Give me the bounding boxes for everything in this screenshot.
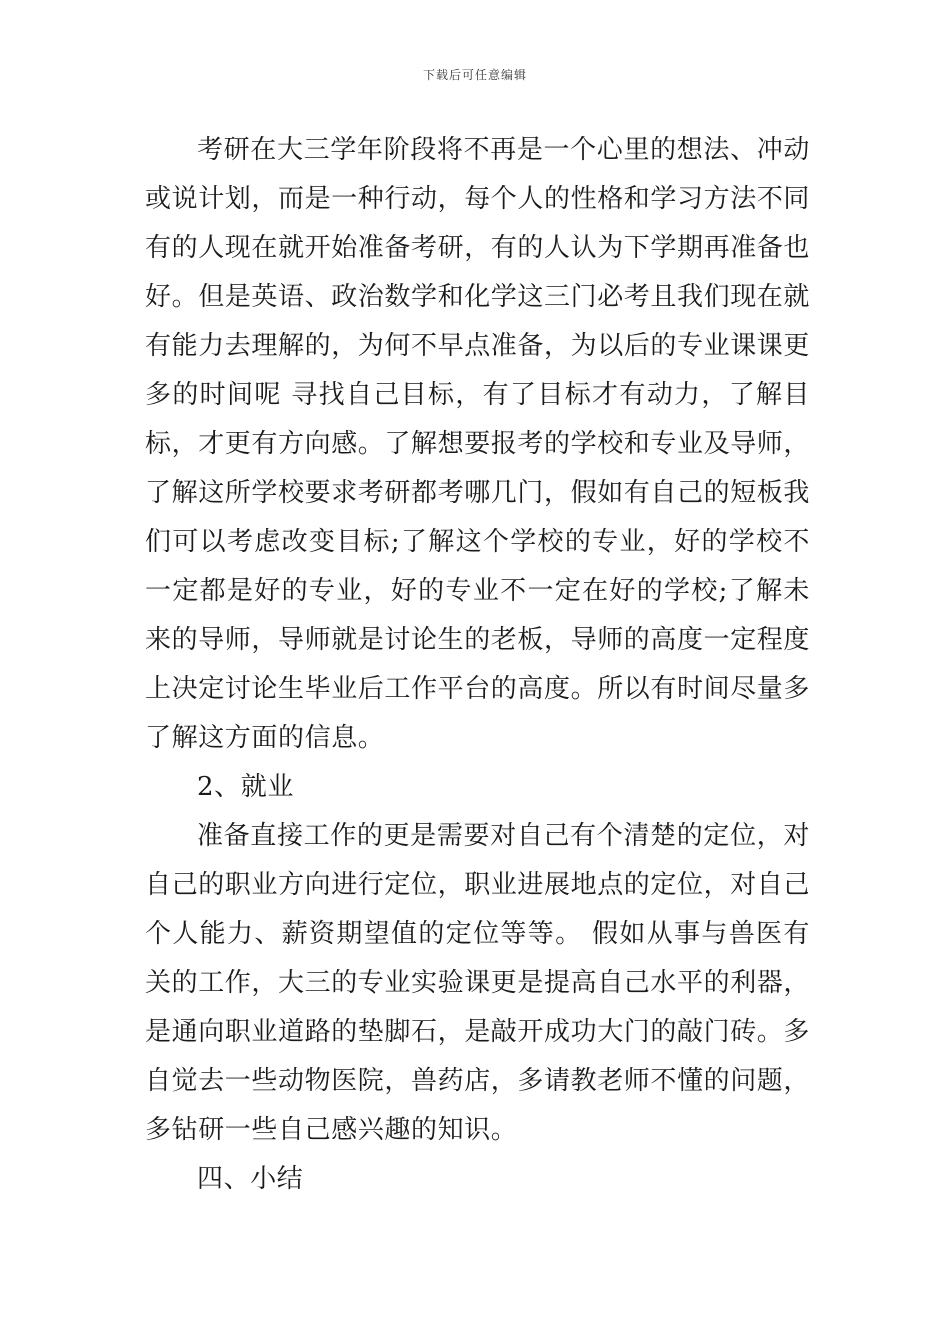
header-note: 下载后可任意编辑 — [422, 68, 527, 82]
paragraph-exam-prep: 考研在大三学年阶段将不再是一个心里的想法、冲动或说计划，而是一种行动，每个人的性格和学习方法不同有的人现在就开始准备考研，有的人认为下学期再准备也好。但是英语、政治数学和化学这三门必考且我们现在就有能力去理解的，为何不早点准备，为以后的专业课课更多的时间呢 寻找自己目标，有了目标才有动力，了解目标，才更有方向感。了解想要报考的学校和专业及导师，了解这所学校要求考研都考哪几门，假如有自己的短板我们可以考虑改变目标;了解这个学校的专业，好的学校不一定都是好的专业，好的专业不一定在好的学校;了解未来的导师，导师就是讨论生的老板，导师的高度一定程度上决定讨论生毕业后工作平台的高度。所以有时间尽量多了解这方面的信息。 — [145, 135, 811, 753]
section-heading-summary: 四、小结 — [197, 1164, 304, 1194]
section-heading-employment: 2、就业 — [197, 772, 294, 802]
document-body — [145, 126, 810, 1204]
paragraph-employment: 准备直接工作的更是需要对自己有个清楚的定位，对自己的职业方向进行定位，职业进展地点的定位，对自己个人能力、薪资期望值的定位等等。 假如从事与兽医有关的工作，大三的专业实验课更是提高自己水平的利器，是通向职业道路的垫脚石，是敲开成功大门的敲门砖。多自觉去一些动物医院，兽药店，多请教老师不懂的问题，多钻研一些自己感兴趣的知识。 — [145, 821, 811, 1145]
